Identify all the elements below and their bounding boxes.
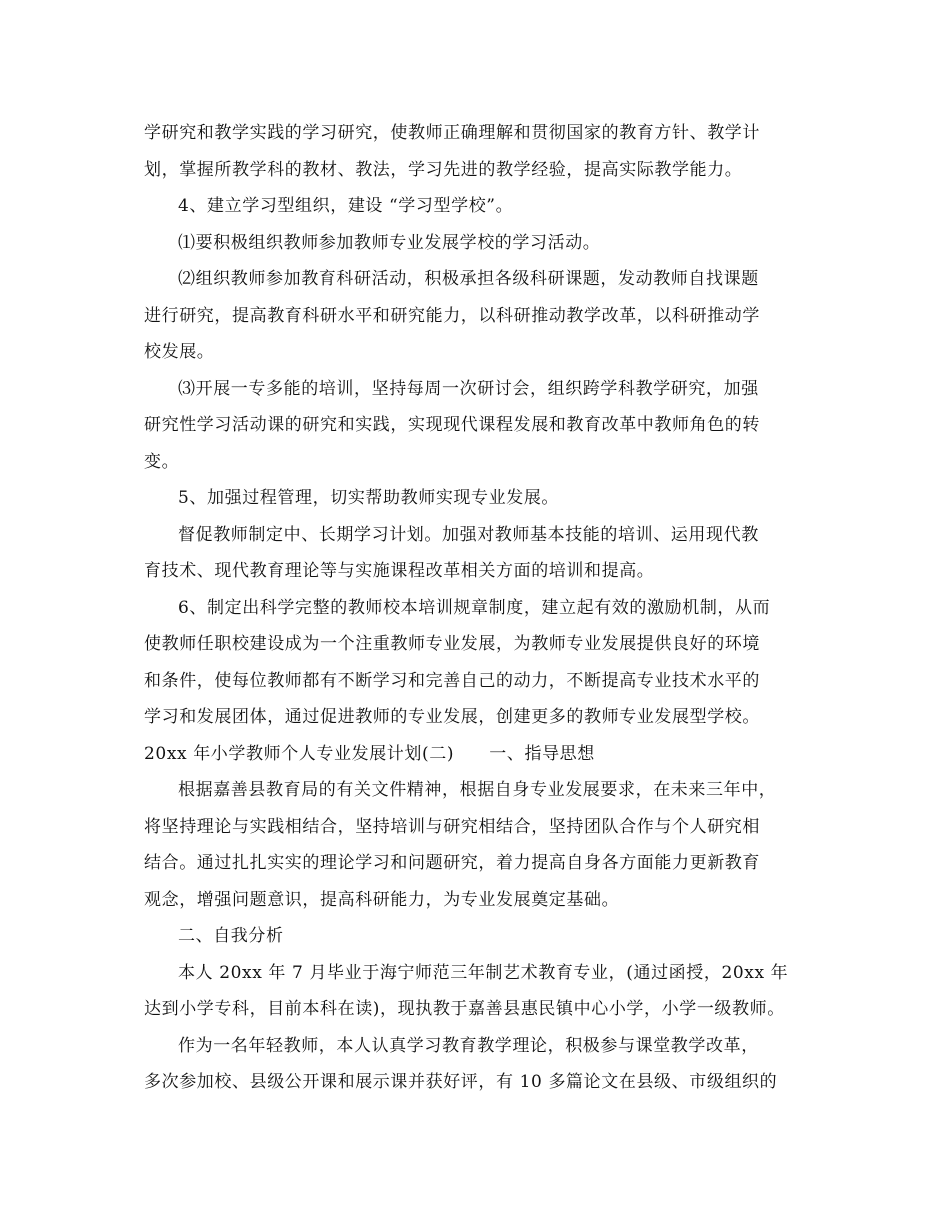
text-line: 根据嘉善县教育局的有关文件精神，根据自身专业发展要求，在未来三年中， xyxy=(178,780,777,800)
text-line: 变。 xyxy=(144,451,180,472)
text-line: 本人 20xx 年 7 月毕业于海宁师范三年制艺术教育专业，(通过函授，20xx 年 xyxy=(178,962,789,983)
text-line: 多次参加校、县级公开课和展示课并获好评，有 10 多篇论文在县级、市级组织的 xyxy=(144,1072,778,1092)
text-line: 使教师任职校建设成为一个注重教师专业发展，为教师专业发展提供良好的环境 xyxy=(144,634,760,654)
text-line: 校发展。 xyxy=(144,342,215,362)
section-heading: 二、自我分析 xyxy=(178,926,284,946)
text-line: ⑵组织教师参加教育科研活动，积极承担各级科研课题，发动教师自找课题 xyxy=(178,269,759,289)
text-line: ⑶开展一专多能的培训，坚持每周一次研讨会，组织跨学科教学研究，加强 xyxy=(178,378,759,399)
text-line: 6、制定出科学完整的教师校本培训规章制度，建立起有效的激励机制，从而 xyxy=(178,597,771,618)
text-line: 结合。通过扎扎实实的理论学习和问题研究，着力提高自身各方面能力更新教育 xyxy=(144,853,760,873)
text-line: 学研究和教学实践的学习研究，使教师正确理解和贯彻国家的教育方针、教学计 xyxy=(144,123,760,143)
text-line: ⑴要积极组织教师参加教师专业发展学校的学习活动。 xyxy=(178,232,601,253)
text-line: 作为一名年轻教师，本人认真学习教育教学理论，积极参与课堂教学改革， xyxy=(178,1035,759,1056)
text-line: 学习和发展团体，通过促进教师的专业发展，创建更多的教师专业发展型学校。 xyxy=(144,707,760,727)
text-line: 达到小学专科，目前本科在读)，现执教于嘉善县惠民镇中心小学，小学一级教师。 xyxy=(144,999,785,1019)
text-line: 4、建立学习型组织，建设 “学习型学校”。 xyxy=(178,196,514,216)
text-line: 育技术、现代教育理论等与实施课程改革相关方面的培训和提高。 xyxy=(144,561,655,581)
text-line: 研究性学习活动课的研究和实践，实现现代课程发展和教育改革中教师角色的转 xyxy=(144,415,760,435)
text-line: 和条件，使每位教师都有不断学习和完善自己的动力，不断提高专业技术水平的 xyxy=(144,670,760,691)
text-line: 督促教师制定中、长期学习计划。加强对教师基本技能的培训、运用现代教 xyxy=(178,524,759,545)
text-line: 划，掌握所教学科的教材、教法，学习先进的教学经验，提高实际教学能力。 xyxy=(144,159,743,180)
document-body xyxy=(144,115,824,1101)
section-heading: 20xx 年小学教师个人专业发展计划(二) 一、指导思想 xyxy=(144,743,595,764)
text-line: 进行研究，提高教育科研水平和研究能力，以科研推动教学改革，以科研推动学 xyxy=(144,305,760,326)
text-line: 观念，增强问题意识，提高科研能力，为专业发展奠定基础。 xyxy=(144,889,620,910)
text-line: 5、加强过程管理，切实帮助教师实现专业发展。 xyxy=(178,488,560,508)
text-line: 将坚持理论与实践相结合，坚持培训与研究相结合，坚持团队合作与个人研究相 xyxy=(144,816,760,837)
